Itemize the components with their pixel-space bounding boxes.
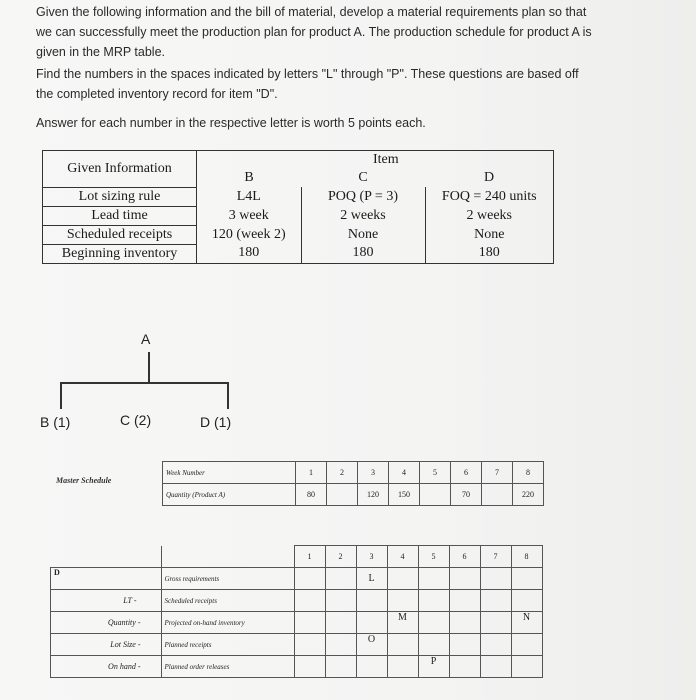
bom-leg-d xyxy=(227,382,229,409)
quantity-cell: 80 xyxy=(296,484,327,506)
question-paragraph: Find the numbers in the spaces indicated by letters "L" through "P". These questions are based off the completed inventory record for item "D". xyxy=(36,67,579,101)
answer-p: P xyxy=(418,656,449,678)
item-c-header: C xyxy=(358,170,368,185)
item-b-header: B xyxy=(197,169,302,187)
answer-o: O xyxy=(356,634,387,656)
cell-value: 120 (week 2) xyxy=(197,225,302,244)
week-number-label: Week Number xyxy=(163,462,296,484)
week-cell: 5 xyxy=(420,462,451,484)
item-d-label: D xyxy=(51,568,162,590)
row-label: Projected on-hand inventory xyxy=(161,612,294,634)
bom-child-b: B (1) xyxy=(40,414,71,430)
quantity-cell: 150 xyxy=(389,484,420,506)
row-label: Lot sizing rule xyxy=(43,187,197,206)
points-note: Answer for each number in the respective letter is worth 5 points each. xyxy=(36,116,426,130)
bom-bar xyxy=(60,382,228,384)
week-cell: 4 xyxy=(389,462,420,484)
bom-child-d: D (1) xyxy=(200,414,232,430)
cell-value: POQ (P = 3) xyxy=(301,187,425,206)
week-cell: 3 xyxy=(358,462,389,484)
week-cell: 8 xyxy=(511,546,542,568)
week-cell: 6 xyxy=(451,462,482,484)
week-cell: 6 xyxy=(449,546,480,568)
bom-leg-b xyxy=(60,382,62,409)
week-cell: 2 xyxy=(327,462,358,484)
week-cell: 8 xyxy=(513,462,544,484)
week-cell: 2 xyxy=(325,546,356,568)
quantity-cell: 220 xyxy=(513,484,544,506)
param-quantity: Quantity - xyxy=(51,612,162,634)
row-label: Scheduled receipts xyxy=(161,590,294,612)
row-label: Scheduled receipts xyxy=(43,225,197,244)
inventory-record-table xyxy=(50,545,543,678)
item-header: Item xyxy=(425,151,554,170)
cell-value: FOQ = 240 units xyxy=(425,187,554,206)
master-schedule-table xyxy=(162,461,544,506)
week-cell: 4 xyxy=(387,546,418,568)
week-cell: 7 xyxy=(480,546,511,568)
week-cell: 1 xyxy=(296,462,327,484)
bom-child-c: C (2) xyxy=(120,412,152,428)
row-label: Planned order releases xyxy=(161,656,294,678)
cell-value: 180 xyxy=(197,244,302,263)
cell-value: 180 xyxy=(301,244,425,263)
quantity-cell xyxy=(327,484,358,506)
param-lot-size: Lot Size - xyxy=(51,634,162,656)
master-schedule-label: Master Schedule xyxy=(56,476,112,485)
item-d-header: D xyxy=(425,169,554,187)
quantity-cell: 70 xyxy=(451,484,482,506)
cell-value: 180 xyxy=(425,244,554,263)
row-label: Gross requirements xyxy=(161,568,294,590)
quantity-cell: 120 xyxy=(358,484,389,506)
instructions-paragraph: Given the following information and the bill of material, develop a material requirements plan so that we can successfully meet the production plan for product A. The production schedule for product A is given in the MRP table. xyxy=(36,5,592,59)
bom-stem xyxy=(148,352,150,382)
week-cell: 3 xyxy=(356,546,387,568)
answer-n: N xyxy=(511,612,542,634)
answer-l: L xyxy=(356,568,387,590)
given-title: Given Information xyxy=(43,151,197,188)
quantity-cell xyxy=(420,484,451,506)
quantity-cell xyxy=(482,484,513,506)
cell-value: None xyxy=(301,225,425,244)
cell-value: None xyxy=(425,225,554,244)
param-lt: LT - xyxy=(51,590,162,612)
cell-value: L4L xyxy=(197,187,302,206)
cell-value: 2 weeks xyxy=(301,206,425,225)
row-label: Beginning inventory xyxy=(43,244,197,263)
bom-root-a: A xyxy=(141,331,151,347)
week-cell: 1 xyxy=(294,546,325,568)
cell-value: 3 week xyxy=(197,206,302,225)
row-label: Planned receipts xyxy=(161,634,294,656)
week-cell: 7 xyxy=(482,462,513,484)
cell-value: 2 weeks xyxy=(425,206,554,225)
row-label: Lead time xyxy=(43,206,197,225)
quantity-label: Quantity (Product A) xyxy=(163,484,296,506)
week-cell: 5 xyxy=(418,546,449,568)
answer-m: M xyxy=(387,612,418,634)
given-information-table xyxy=(42,150,554,264)
param-on-hand: On hand - xyxy=(51,656,162,678)
